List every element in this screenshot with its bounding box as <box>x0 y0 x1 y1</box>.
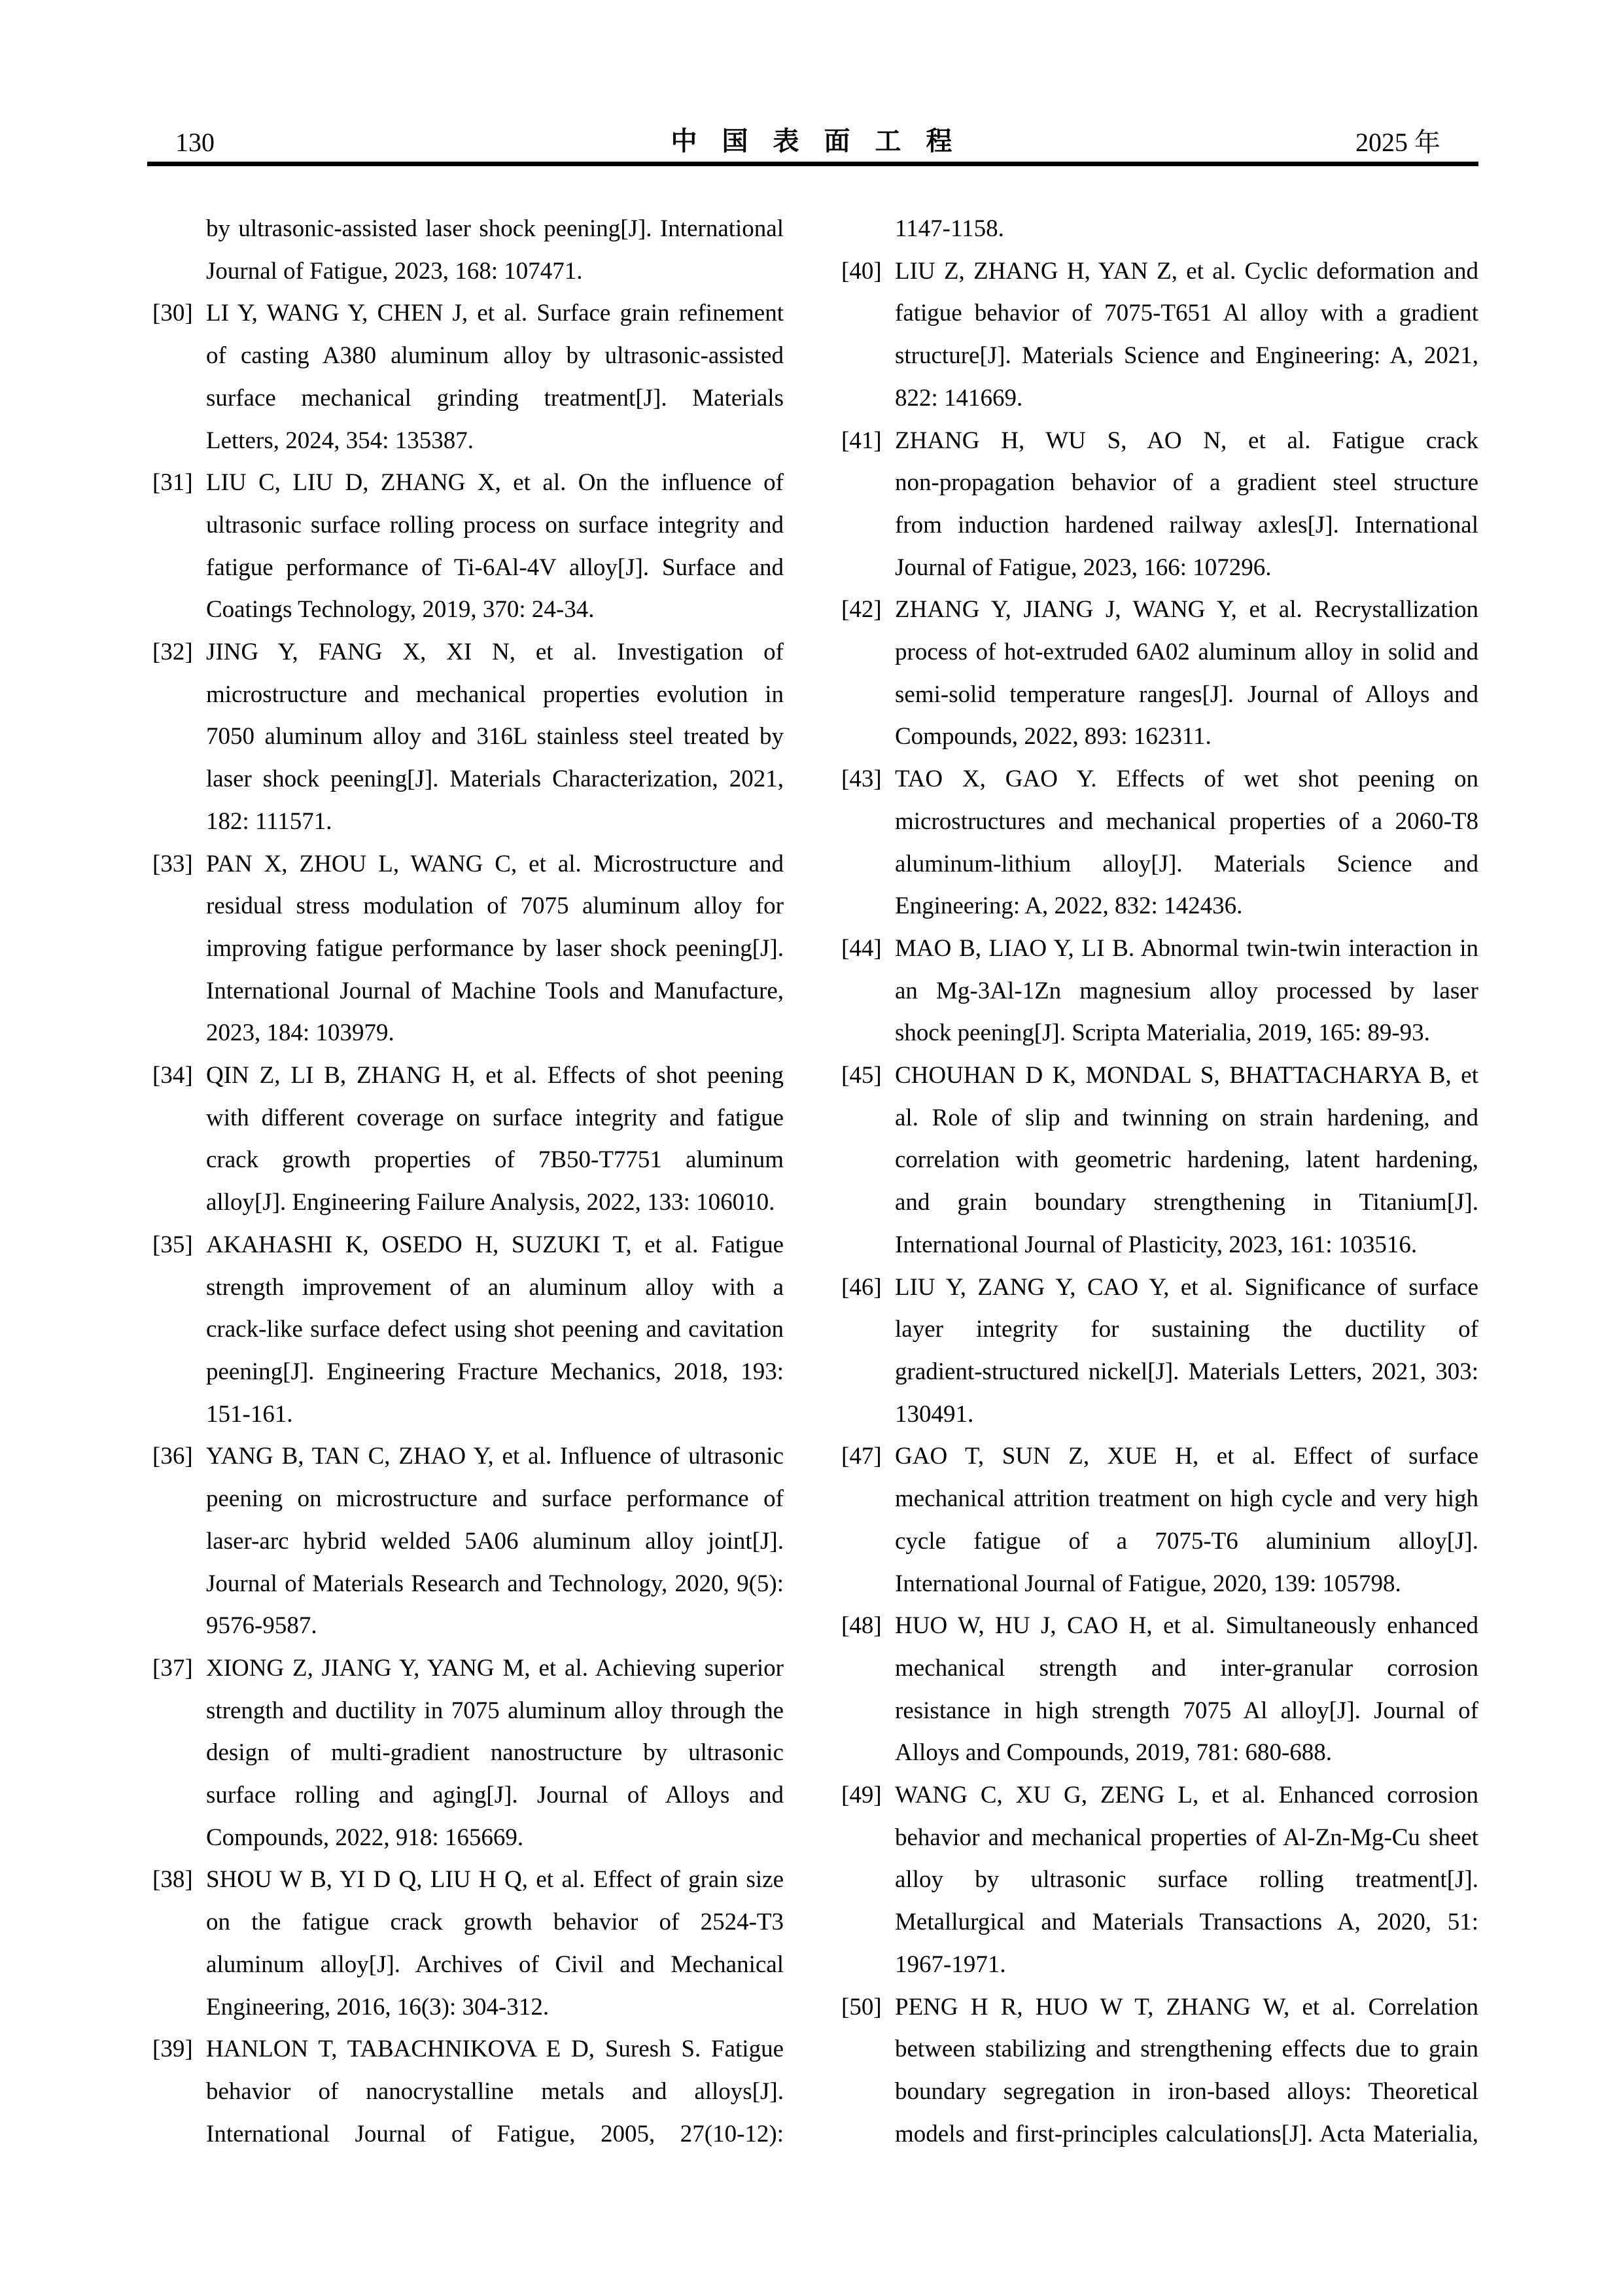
reference-line: LIU Z, ZHANG H, YAN Z, et al. Cyclic deformation and <box>895 257 1478 285</box>
reference-body <box>895 1436 1478 1605</box>
reference-number: [45] <box>841 1062 882 1089</box>
reference-line: 130491. <box>895 1400 974 1428</box>
reference-line: 1147-1158. <box>895 215 1004 242</box>
reference-body <box>895 1605 1478 1775</box>
reference-number: [43] <box>841 766 882 793</box>
reference-body <box>206 843 784 1055</box>
reference-line: YANG B, TAN C, ZHAO Y, et al. Influence of ultrasonic <box>206 1443 784 1470</box>
reference-body <box>895 928 1478 1055</box>
reference-line: Journal of Fatigue, 2023, 168: 107471. <box>206 257 583 285</box>
reference-body <box>895 208 1478 251</box>
reference-number: [47] <box>841 1443 882 1470</box>
reference-line: SHOU W B, YI D Q, LIU H Q, et al. Effect of grain size <box>206 1866 784 1894</box>
reference-line: laser-arc hybrid welded 5A06 aluminum alloy joint[J]. <box>206 1527 784 1555</box>
reference-line: mechanical strength and inter-granular corrosion <box>895 1654 1478 1682</box>
reference-line: behavior and mechanical properties of Al-Zn-Mg-Cu sheet <box>895 1824 1478 1851</box>
reference-line: ZHANG Y, JIANG J, WANG Y, et al. Recrystallization <box>895 596 1478 624</box>
page-number: 130 <box>175 128 215 157</box>
reference-number: [41] <box>841 427 882 454</box>
reference-40 <box>841 251 1478 420</box>
reference-line: between stabilizing and strengthening effects due to grain <box>895 2036 1478 2063</box>
reference-line: correlation with geometric hardening, latent hardening, <box>895 1146 1478 1174</box>
reference-body <box>206 1224 784 1436</box>
reference-body <box>206 292 784 462</box>
reference-number: [36] <box>152 1443 193 1470</box>
reference-line: Letters, 2024, 354: 135387. <box>206 427 474 454</box>
reference-line: Metallurgical and Materials Transactions A, 2020, 51: <box>895 1909 1478 1936</box>
reference-line: Engineering: A, 2022, 832: 142436. <box>895 892 1243 920</box>
reference-line: QIN Z, LI B, ZHANG H, et al. Effects of shot peening <box>206 1062 784 1089</box>
reference-45 <box>841 1055 1478 1267</box>
reference-33 <box>152 843 784 1055</box>
reference-line: Compounds, 2022, 893: 162311. <box>895 723 1212 751</box>
reference-47 <box>841 1436 1478 1605</box>
reference-line: International Journal of Plasticity, 2023, 161: 103516. <box>895 1231 1418 1258</box>
reference-38 <box>152 1859 784 2028</box>
reference-number: [32] <box>152 639 193 666</box>
reference-number: [39] <box>152 2036 193 2063</box>
reference-line: mechanical attrition treatment on high cycle and very high <box>895 1485 1478 1513</box>
references-right-column <box>841 208 1478 2155</box>
reference-number: [31] <box>152 469 193 497</box>
reference-body <box>206 1055 784 1224</box>
reference-number: [37] <box>152 1654 193 1682</box>
reference-number: [50] <box>841 1993 882 2021</box>
reference-line: XIONG Z, JIANG Y, YANG M, et al. Achieving superior <box>206 1654 784 1682</box>
reference-line: PAN X, ZHOU L, WANG C, et al. Microstructure and <box>206 850 784 877</box>
reference-line: Engineering, 2016, 16(3): 304-312. <box>206 1993 550 2021</box>
reference-body <box>206 1436 784 1648</box>
reference-number: [38] <box>152 1866 193 1894</box>
reference-line: 182: 111571. <box>206 807 332 835</box>
reference-body <box>895 1267 1478 1436</box>
reference-body <box>206 631 784 843</box>
reference-body <box>206 1859 784 2028</box>
reference-line: al. Role of slip and twinning on strain hardening, and <box>895 1104 1478 1131</box>
reference-line: 7050 aluminum alloy and 316L stainless steel treated by <box>206 723 784 751</box>
reference-body <box>895 758 1478 928</box>
reference-line: TAO X, GAO Y. Effects of wet shot peening on <box>895 766 1478 793</box>
reference-number: [40] <box>841 257 882 285</box>
reference-line: and grain boundary strengthening in Titanium[J]. <box>895 1189 1478 1216</box>
reference-line: surface mechanical grinding treatment[J]. Materials <box>206 384 784 412</box>
reference-number: [33] <box>152 850 193 877</box>
reference-number: [30] <box>152 300 193 327</box>
reference-line: residual stress modulation of 7075 aluminum alloy for <box>206 892 784 920</box>
reference-line: surface rolling and aging[J]. Journal of Alloys and <box>206 1782 784 1809</box>
reference-body <box>895 420 1478 590</box>
reference-line: Journal of Materials Research and Technology, 2020, 9(5): <box>206 1570 784 1597</box>
reference-line: on the fatigue crack growth behavior of 2524-T3 <box>206 1909 784 1936</box>
reference-line: process of hot-extruded 6A02 aluminum alloy in solid and <box>895 639 1478 666</box>
reference-body <box>206 2028 784 2155</box>
reference-number: [44] <box>841 934 882 962</box>
reference-line: 2023, 184: 103979. <box>206 1019 394 1047</box>
reference-line: Alloys and Compounds, 2019, 781: 680-688. <box>895 1739 1333 1767</box>
reference-line: behavior of nanocrystalline metals and alloys[J]. <box>206 2077 784 2105</box>
reference-number: [46] <box>841 1273 882 1301</box>
reference-line: MAO B, LIAO Y, LI B. Abnormal twin-twin interaction in <box>895 934 1478 962</box>
reference-line: models and first-principles calculations[J]. Acta Materialia, <box>895 2120 1478 2147</box>
reference-line: 1967-1971. <box>895 1951 1006 1978</box>
reference-line: cycle fatigue of a 7075-T6 aluminium alloy[J]. <box>895 1527 1478 1555</box>
reference-line: International Journal of Machine Tools and Manufacture, <box>206 977 784 1004</box>
reference-line: with different coverage on surface integrity and fatigue <box>206 1104 784 1131</box>
reference-line: HANLON T, TABACHNIKOVA E D, Suresh S. Fatigue <box>206 2036 784 2063</box>
reference-line: an Mg-3Al-1Zn magnesium alloy processed by laser <box>895 977 1478 1004</box>
reference-line: Journal of Fatigue, 2023, 166: 107296. <box>895 554 1272 581</box>
reference-line: layer integrity for sustaining the ductility of <box>895 1316 1478 1343</box>
reference-line: aluminum-lithium alloy[J]. Materials Science and <box>895 850 1478 877</box>
reference-continuation <box>152 208 784 292</box>
reference-line: laser shock peening[J]. Materials Characterization, 2021, <box>206 766 784 793</box>
reference-line: International Journal of Fatigue, 2020, 139: 105798. <box>895 1570 1401 1597</box>
reference-line: from induction hardened railway axles[J]. International <box>895 511 1478 539</box>
reference-line: ZHANG H, WU S, AO N, et al. Fatigue crack <box>895 427 1478 454</box>
reference-line: design of multi-gradient nanostructure by ultrasonic <box>206 1739 784 1767</box>
reference-37 <box>152 1648 784 1860</box>
reference-line: semi-solid temperature ranges[J]. Journal of Alloys and <box>895 680 1478 708</box>
reference-36 <box>152 1436 784 1648</box>
reference-body <box>895 251 1478 420</box>
reference-continuation <box>841 208 1478 251</box>
reference-line: strength improvement of an aluminum alloy with a <box>206 1273 784 1301</box>
reference-line: LI Y, WANG Y, CHEN J, et al. Surface grain refinement <box>206 300 784 327</box>
reference-line: crack growth properties of 7B50-T7751 aluminum <box>206 1146 784 1174</box>
reference-line: improving fatigue performance by laser shock peening[J]. <box>206 934 784 962</box>
reference-line: by ultrasonic-assisted laser shock peening[J]. International <box>206 215 784 242</box>
reference-41 <box>841 420 1478 590</box>
reference-line: WANG C, XU G, ZENG L, et al. Enhanced corrosion <box>895 1782 1478 1809</box>
reference-line: HUO W, HU J, CAO H, et al. Simultaneously enhanced <box>895 1612 1478 1640</box>
reference-line: resistance in high strength 7075 Al alloy[J]. Journal of <box>895 1697 1478 1724</box>
reference-number: [49] <box>841 1782 882 1809</box>
reference-line: 9576-9587. <box>206 1612 317 1640</box>
header-year: 2025 年 <box>1355 128 1440 157</box>
reference-line: PENG H R, HUO W T, ZHANG W, et al. Correlation <box>895 1993 1478 2021</box>
reference-number: [35] <box>152 1231 193 1258</box>
reference-line: microstructure and mechanical properties evolution in <box>206 680 784 708</box>
reference-line: aluminum alloy[J]. Archives of Civil and Mechanical <box>206 1951 784 1978</box>
reference-line: structure[J]. Materials Science and Engineering: A, 2021, <box>895 342 1478 370</box>
reference-35 <box>152 1224 784 1436</box>
reference-line: AKAHASHI K, OSEDO H, SUZUKI T, et al. Fatigue <box>206 1231 784 1258</box>
reference-line: alloy by ultrasonic surface rolling treatment[J]. <box>895 1866 1478 1894</box>
reference-line: alloy[J]. Engineering Failure Analysis, 2022, 133: 106010. <box>206 1189 775 1216</box>
reference-body <box>895 1987 1478 2156</box>
reference-line: non-propagation behavior of a gradient steel structure <box>895 469 1478 497</box>
reference-line: boundary segregation in iron-based alloys: Theoretical <box>895 2077 1478 2105</box>
reference-number: [42] <box>841 596 882 624</box>
reference-body <box>895 1775 1478 1987</box>
reference-number: [34] <box>152 1062 193 1089</box>
reference-50 <box>841 1987 1478 2156</box>
reference-number: [48] <box>841 1612 882 1640</box>
reference-line: 822: 141669. <box>895 384 1023 412</box>
reference-34 <box>152 1055 784 1224</box>
reference-line: microstructures and mechanical properties of a 2060-T8 <box>895 807 1478 835</box>
reference-39 <box>152 2028 784 2155</box>
reference-line: LIU Y, ZANG Y, CAO Y, et al. Significance of surface <box>895 1273 1478 1301</box>
reference-line: peening[J]. Engineering Fracture Mechanics, 2018, 193: <box>206 1358 784 1385</box>
reference-42 <box>841 589 1478 758</box>
reference-line: fatigue performance of Ti-6Al-4V alloy[J]. Surface and <box>206 554 784 581</box>
reference-line: shock peening[J]. Scripta Materialia, 2019, 165: 89-93. <box>895 1019 1430 1047</box>
reference-43 <box>841 758 1478 928</box>
reference-line: fatigue behavior of 7075-T651 Al alloy with a gradient <box>895 300 1478 327</box>
reference-31 <box>152 462 784 631</box>
reference-body <box>206 462 784 631</box>
reference-line: 151-161. <box>206 1400 293 1428</box>
references-left-column <box>152 208 784 2155</box>
reference-49 <box>841 1775 1478 1987</box>
reference-line: of casting A380 aluminum alloy by ultrasonic-assisted <box>206 342 784 370</box>
reference-44 <box>841 928 1478 1055</box>
reference-32 <box>152 631 784 843</box>
reference-body <box>895 589 1478 758</box>
reference-line: peening on microstructure and surface performance of <box>206 1485 784 1513</box>
reference-line: CHOUHAN D K, MONDAL S, BHATTACHARYA B, et <box>895 1062 1478 1089</box>
reference-body <box>206 1648 784 1860</box>
reference-line: Coatings Technology, 2019, 370: 24-34. <box>206 596 595 624</box>
reference-line: GAO T, SUN Z, XUE H, et al. Effect of surface <box>895 1443 1478 1470</box>
reference-line: strength and ductility in 7075 aluminum alloy through the <box>206 1697 784 1724</box>
reference-line: JING Y, FANG X, XI N, et al. Investigation of <box>206 639 784 666</box>
reference-46 <box>841 1267 1478 1436</box>
reference-body <box>206 208 784 292</box>
reference-line: gradient-structured nickel[J]. Materials Letters, 2021, 303: <box>895 1358 1478 1385</box>
reference-body <box>895 1055 1478 1267</box>
reference-30 <box>152 292 784 462</box>
header-rule <box>147 162 1478 166</box>
reference-line: LIU C, LIU D, ZHANG X, et al. On the influence of <box>206 469 784 497</box>
reference-line: Compounds, 2022, 918: 165669. <box>206 1824 524 1851</box>
reference-line: crack-like surface defect using shot peening and cavitation <box>206 1316 784 1343</box>
reference-line: ultrasonic surface rolling process on surface integrity and <box>206 511 784 539</box>
reference-48 <box>841 1605 1478 1775</box>
reference-line: International Journal of Fatigue, 2005, 27(10-12): <box>206 2120 784 2147</box>
journal-title: 中国表面工程 <box>671 126 977 156</box>
